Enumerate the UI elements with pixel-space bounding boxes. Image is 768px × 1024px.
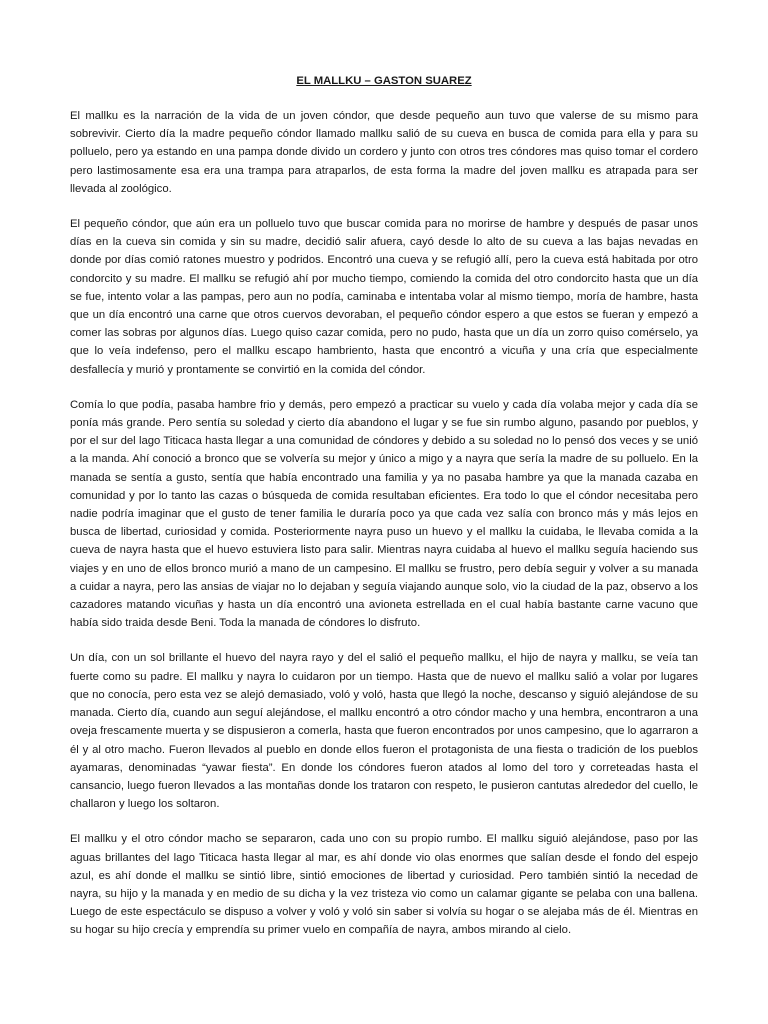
paragraph-4: Un día, con un sol brillante el huevo del nayra rayo y del el salió el pequeño mallku, el hijo de nayra y mallku, se veía tan fuerte como su padre. El mallku y nayra lo cuidaron por un tiempo. Hasta que de nuevo el mallku salió a volar por lugares que no conocía, pero esta vez se alejó demasiado, voló y voló, hasta que llegó la noche, descanso y siguió alejándose de su manada. Cierto día, cuando aun seguí alejándose, el mallku encontró a otro cóndor macho y una hembra, encontraron a una oveja frescamente muerta y se dispusieron a comerla, hasta que fueron encontrados por unos campesino, que lo agarraron a él y al otro macho. Fueron llevados al pueblo en donde ellos fueron el protagonista de una fiesta o tradición de los pueblos ayamaras, denominadas “yawar fiesta”. En donde los cóndores fueron atados al lomo del toro y correteadas hasta el cansancio, luego fueron llevados a las montañas donde los trataron con respeto, le pusieron cantutas alrededor del cuello, le challaron y luego los soltaron.	[70, 652, 698, 811]
document-title: EL MALLKU – GASTON SUAREZ	[296, 75, 472, 87]
paragraph-3: Comía lo que podía, pasaba hambre frio y demás, pero empezó a practicar su vuelo y cada día volaba mejor y cada día se ponía más grande. Pero sentía su soledad y cierto día abandono el lugar y se fue sin rumbo alguno, pasando por pueblos, y por el sur del lago Titicaca hasta llegar a una comunidad de cóndores y debido a su soledad no lo pensó dos veces y se unió a la manda. Ahí conoció a bronco que se volvería su mejor y único a migo y a nayra que sería la madre de su polluelo. En la manada se sentía a gusto, sentía que había encontrado una familia y ya no pasaba hambre ya que la manada cazaba en comunidad y por lo tanto las cazas o búsqueda de comida resultaban eficientes. Era todo lo que el cóndor necesitaba pero nadie podría imaginar que el gusto de tener familia le duraría poco ya que cada vez salía con bronco más y más lejos en busca de libertad, curiosidad y comida. Posteriormente nayra puso un huevo y el mallku la cuidaba, le llevaba comida a la cueva de nayra hasta que el huevo estuviera listo para salir. Mientras nayra cuidaba al huevo el mallku seguía haciendo sus viajes y en uno de ellos bronco murió a mano de un campesino. El mallku se frustro, pero debía seguir y volver a su manada a cuidar a nayra, pero las ansias de viajar no lo dejaban y seguía viajando aunque solo, vio la ciudad de la paz, observo a los cazadores matando vicuñas y hasta un día encontró una avioneta estrellada en el cual había bastante carne vacuno que había sido traida desde Beni. Toda la manada de cóndores lo disfruto.	[70, 398, 698, 630]
document-page	[70, 72, 698, 957]
paragraph-2: El pequeño cóndor, que aún era un polluelo tuvo que buscar comida para no morirse de hambre y después de pasar unos días en la cueva sin comida y sin su madre, decidió salir afuera, cayó desde lo alto de su cueva a las bajas nevadas en donde por días comió ratones muestro y podridos. Encontró una cueva y se refugió allí, pero la cueva está habitada por otro condorcito y su madre. El mallku se refugió ahí por mucho tiempo, comiendo la comida del otro condorcito hasta que un día se fue, intento volar a las pampas, pero aun no podía, caminaba e intentaba volar al mismo tiempo, moría de hambre, hasta que un día encontró una carne que otros cuervos devoraban, el pequeño cóndor espero a que estos se fueran y empezó a comer las sobras por algunos días. Luego quiso cazar comida, pero no pudo, hasta que un día un zorro quiso comérselo, ya que lo veía indefenso, pero el mallku escapo hambriento, hasta que encontró a vicuña y una cría que especialmente desfallecía y murió y prontamente se convirtió en la comida del cóndor.	[70, 218, 698, 376]
paragraph-5: El mallku y el otro cóndor macho se separaron, cada uno con su propio rumbo. El mallku siguió alejándose, paso por las aguas brillantes del lago Titicaca hasta llegar al mar, es ahí donde vio olas enormes que salían desde el fondo del espejo azul, es ahí donde el mallku se sintió libre, sintió emociones de libertad y curiosidad. Pero también sintió la necedad de nayra, su hijo y la manada y en medio de su dicha y la vez tristeza vio como un calamar gigante se pelaba con una ballena. Luego de este espectáculo se dispuso a volver y voló y voló sin saber si volvía su hogar o se alejaba más de él. Mientras en su hogar su hijo crecía y emprendía su primer vuelo en compañía de nayra, ambos mirando al cielo.	[70, 833, 698, 937]
paragraph-1: El mallku es la narración de la vida de un joven cóndor, que desde pequeño aun tuvo que valerse de su mismo para sobrevivir. Cierto día la madre pequeño cóndor llamado mallku salió de su cueva en busca de comida para ella y para su polluelo, pero ya estando en una pampa donde divido un cordero y junto con otros tres cóndores mas quiso tomar el cordero pero lastimosamente esa era una trampa para atraparlos, de esta forma la madre del joven mallku es atrapada para ser llevada al zoológico.	[70, 110, 698, 195]
